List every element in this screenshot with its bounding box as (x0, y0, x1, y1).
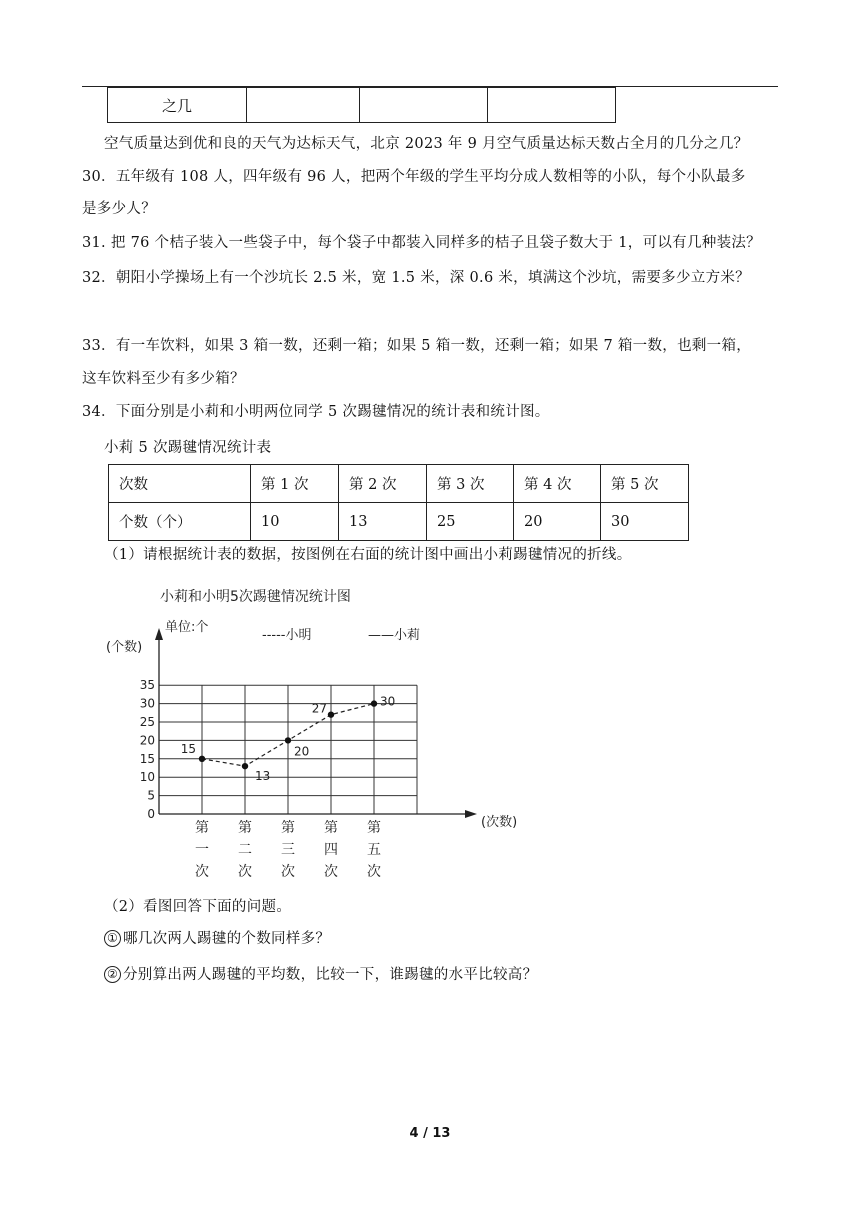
table-cell: 30 (601, 503, 689, 541)
question-30-line1: 30．五年级有 108 人，四年级有 96 人，把两个年级的学生平均分成人数相等的小队，每个小队最多 (82, 169, 746, 185)
table-cell (247, 88, 360, 123)
question-34-part2: （2）看图回答下面的问题。 (104, 899, 292, 915)
question-text: 哪几次两人踢毽的个数同样多？ (123, 931, 331, 947)
y-tick-label: 10 (139, 770, 155, 785)
table-cell: 第 1 次 (251, 465, 339, 503)
x-tick-label: 第五次 (367, 820, 381, 880)
question-34-sub-a (104, 929, 330, 949)
y-tick-label: 35 (139, 678, 155, 693)
question-32: 32．朝阳小学操场上有一个沙坑长 2.5 米，宽 1.5 米，深 0.6 米，填满这个沙坑，需要多少立方米？ (82, 270, 750, 286)
table-row (109, 503, 689, 541)
data-point (285, 737, 291, 743)
table-cell: 次数 (109, 465, 251, 503)
table-cell: 第 2 次 (339, 465, 427, 503)
question-34-part1: （1）请根据统计表的数据，按图例在右面的统计图中画出小莉踢毽情况的折线。 (104, 547, 632, 563)
data-point (328, 711, 334, 717)
data-label: 20 (294, 744, 310, 759)
data-label: 15 (180, 741, 196, 756)
question-30-line2: 是多少人？ (82, 201, 156, 217)
data-point (242, 763, 248, 769)
table-cell: 10 (251, 503, 339, 541)
x-tick-label: 第一次 (195, 820, 209, 880)
x-axis-arrow (465, 810, 477, 818)
x-tick-label: 第四次 (324, 820, 338, 880)
data-label: 13 (255, 769, 271, 784)
table-cell (488, 88, 616, 123)
y-axis-arrow (155, 628, 163, 640)
table-cell: 之几 (108, 88, 247, 123)
table-header-row (109, 465, 689, 503)
legend-item (368, 627, 420, 643)
y-axis-label: (个数) (106, 640, 143, 655)
data-label: 27 (311, 701, 327, 716)
legend-item (262, 628, 311, 643)
y-tick-label: 15 (139, 751, 155, 766)
legend-swatch: —— (368, 628, 394, 643)
question-29-tail: 空气质量达到优和良的天气为达标天气，北京 2023 年 9 月空气质量达标天数占全月的几分之几？ (104, 136, 749, 152)
table-cell: 第 5 次 (601, 465, 689, 503)
legend-label: 小明 (285, 628, 312, 643)
question-34-sub-b (104, 965, 537, 985)
kick-stats-table (108, 464, 689, 541)
question-33-line1: 33．有一车饮料，如果 3 箱一数，还剩一箱；如果 5 箱一数，还剩一箱；如果 7 箱一数，也剩一箱， (82, 338, 752, 354)
y-tick-label: 25 (139, 715, 155, 729)
table-cell: 第 3 次 (427, 465, 514, 503)
table-cell: 第 4 次 (514, 465, 601, 503)
line-chart (100, 578, 520, 888)
circled-number: ① (104, 930, 121, 947)
question-31: 31. 把 76 个桔子装入一些袋子中，每个袋子中都装入同样多的桔子且袋子数大于 1，可以有几种装法？ (82, 235, 761, 251)
table-cell (360, 88, 488, 123)
x-tick-label: 第二次 (238, 820, 252, 880)
table-cell: 13 (339, 503, 427, 541)
question-33-line2: 这车饮料至少有多少箱？ (82, 371, 245, 387)
chart-title: 小莉和小明5次踢毽情况统计图 (160, 589, 351, 605)
legend-swatch: ----- (262, 628, 286, 643)
question-text: 分别算出两人踢毽的平均数，比较一下，谁踢毽的水平比较高？ (123, 967, 538, 983)
y-tick-label: 0 (147, 807, 155, 821)
question-34-intro: 34．下面分别是小莉和小明两位同学 5 次踢毽情况的统计表和统计图。 (82, 404, 550, 420)
data-label: 30 (380, 694, 396, 709)
data-point (199, 756, 205, 762)
y-tick-label: 5 (147, 788, 155, 803)
y-tick-label: 30 (139, 696, 155, 711)
stats-table-title: 小莉 5 次踢毽情况统计表 (104, 440, 272, 456)
unit-label: 单位:个 (165, 620, 209, 635)
table-cell: 25 (427, 503, 514, 541)
x-tick-label: 第三次 (281, 820, 295, 880)
y-tick-label: 20 (139, 733, 155, 748)
circled-number: ② (104, 966, 121, 983)
air-quality-table-fragment (107, 87, 616, 123)
table-cell: 个数（个） (109, 503, 251, 541)
table-cell: 20 (514, 503, 601, 541)
data-point (371, 700, 377, 706)
x-axis-label: (次数) (481, 815, 518, 830)
legend-label: 小莉 (394, 628, 421, 643)
page-number: 4 / 13 (409, 1126, 451, 1141)
